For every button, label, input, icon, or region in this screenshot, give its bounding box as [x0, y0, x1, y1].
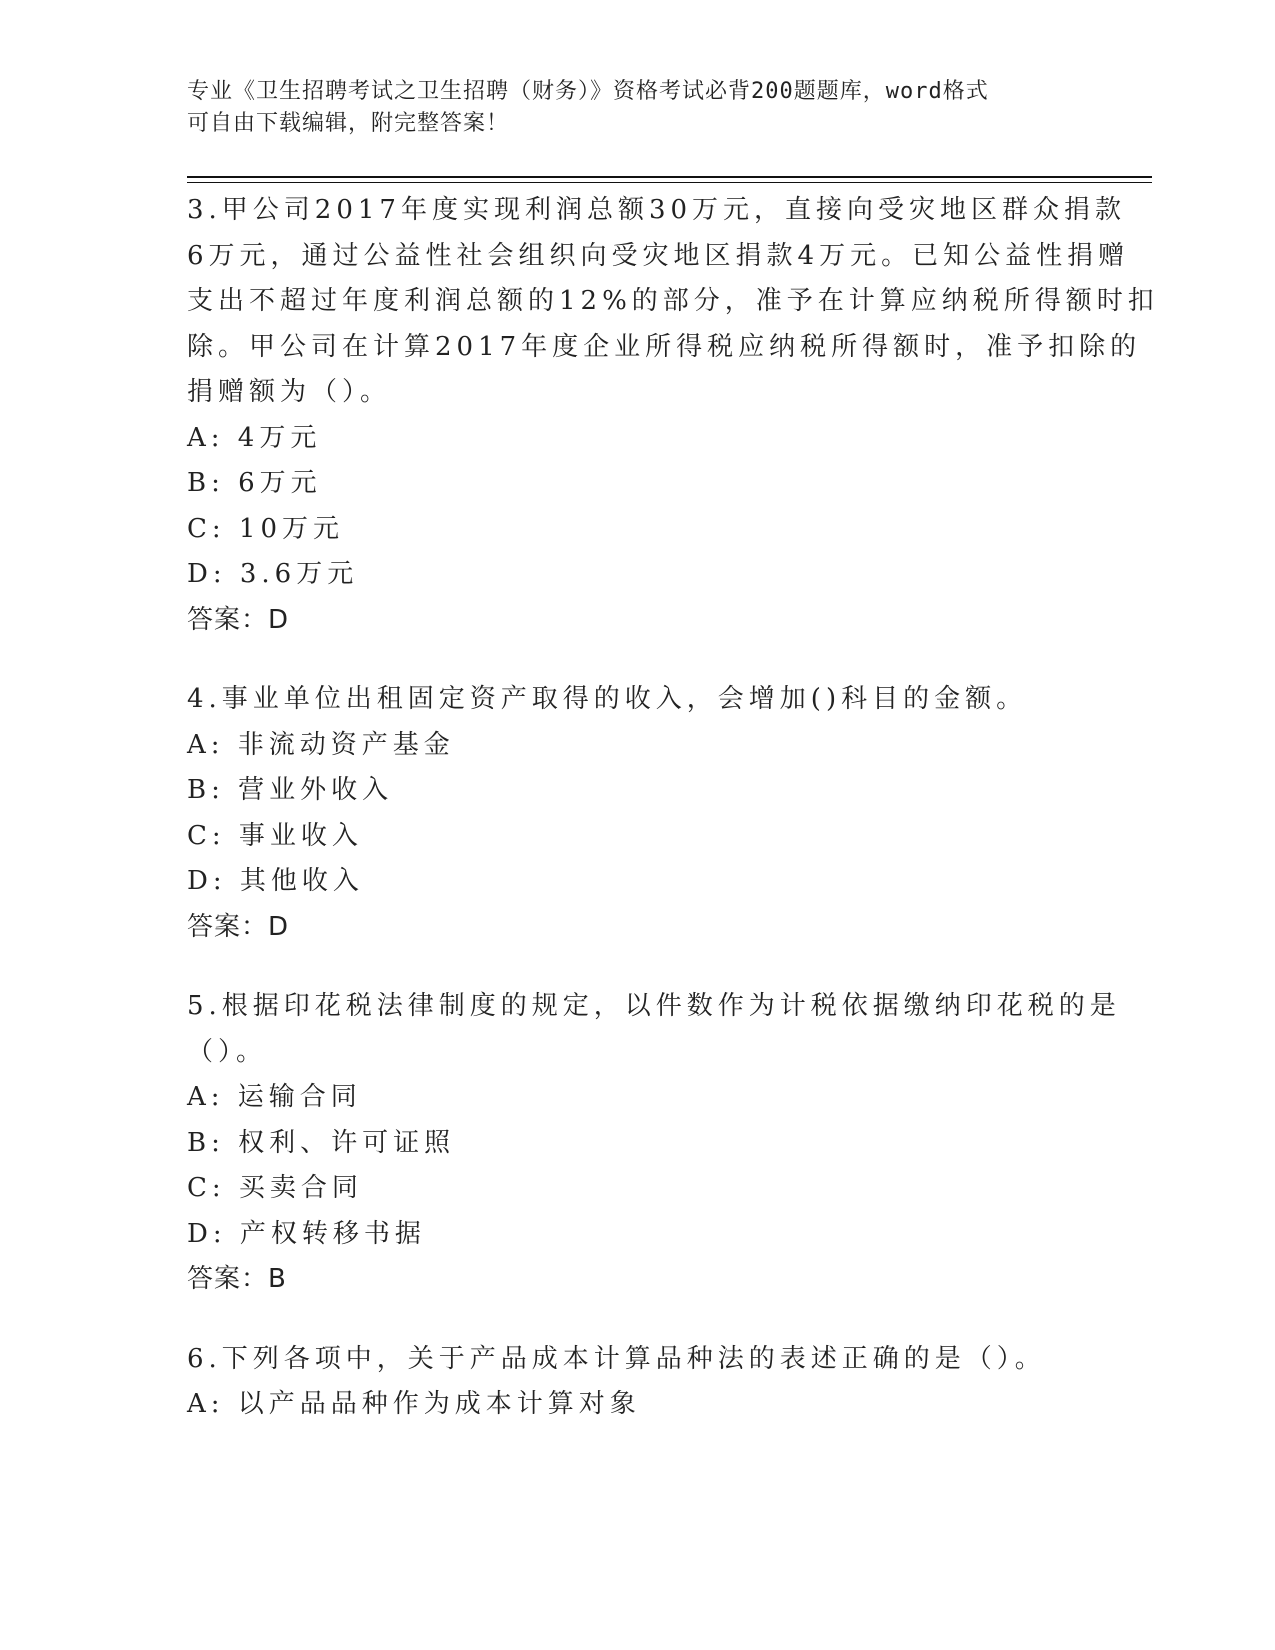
- question-text-line: 5.根据印花税法律制度的规定，以件数作为计税依据缴纳印花税的是: [187, 991, 1121, 1021]
- option-b: B: 营业外收入: [187, 775, 394, 805]
- header-divider-thin: [187, 182, 1152, 183]
- header-line-1: 专业《卫生招聘考试之卫生招聘（财务）》资格考试必背200题题库，word格式: [187, 79, 989, 104]
- option-a: A: 运输合同: [187, 1082, 362, 1112]
- header-line-2: 可自由下载编辑，附完整答案！: [187, 111, 510, 136]
- answer-label: 答案：D: [187, 911, 290, 942]
- option-c: C: 10万元: [187, 513, 345, 544]
- option-d: D: 3.6万元: [187, 559, 359, 589]
- question-text-line: 6.下列各项中，关于产品成本计算品种法的表述正确的是（）。: [187, 1343, 1046, 1374]
- question-6: [187, 1337, 1092, 1428]
- option-b: B: 权利、许可证照: [187, 1127, 456, 1158]
- question-text-line: （）。: [187, 1036, 268, 1067]
- option-c: C: 事业收入: [187, 820, 363, 851]
- header-divider-thick: [187, 176, 1152, 178]
- question-3: [187, 188, 1159, 643]
- option-b: B: 6万元: [187, 468, 322, 498]
- question-text-line: 6万元，通过公益性社会组织向受灾地区捐款4万元。已知公益性捐赠: [187, 240, 1130, 271]
- option-d: D: 产权转移书据: [187, 1218, 426, 1249]
- question-text-line: 3.甲公司2017年度实现利润总额30万元，直接向受灾地区群众捐款: [187, 195, 1127, 225]
- answer-label: 答案：D: [187, 604, 290, 635]
- option-a: A: 以产品品种作为成本计算对象: [187, 1389, 641, 1419]
- question-4: [187, 677, 1092, 950]
- answer-label: 答案：B: [187, 1264, 287, 1294]
- option-c: C: 买卖合同: [187, 1173, 363, 1203]
- document-header: [187, 76, 1087, 140]
- question-text-line: 4.事业单位出租固定资产取得的收入，会增加()科目的金额。: [187, 684, 1028, 714]
- question-text-line: 支出不超过年度利润总额的12%的部分，准予在计算应纳税所得额时扣: [187, 286, 1159, 316]
- option-a: A: 4万元: [187, 422, 322, 453]
- question-text-line: 捐赠额为（）。: [187, 377, 392, 407]
- question-text-line: 除。甲公司在计算2017年度企业所得税应纳税所得额时，准予扣除的: [187, 331, 1142, 362]
- question-5: [187, 984, 1121, 1303]
- question-list: [187, 188, 1159, 1462]
- option-d: D: 其他收入: [187, 866, 364, 896]
- option-a: A: 非流动资产基金: [187, 729, 455, 760]
